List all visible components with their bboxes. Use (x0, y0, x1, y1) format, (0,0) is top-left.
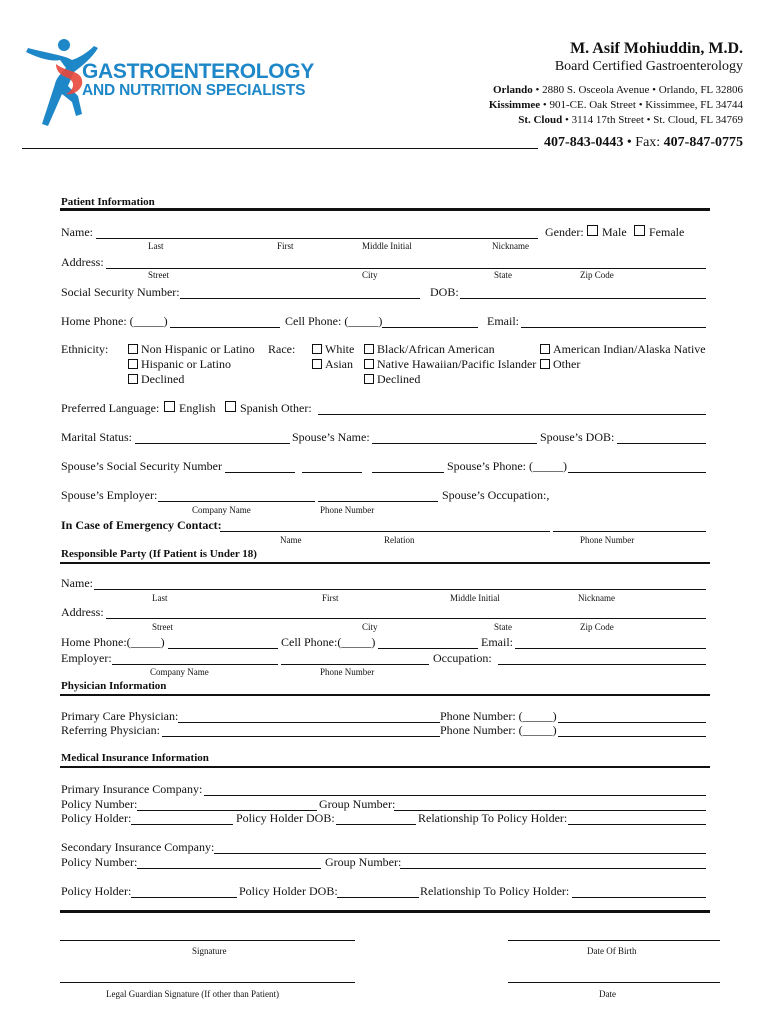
emergency-label: In Case of Emergency Contact: (61, 518, 222, 532)
english-label: English (179, 401, 216, 415)
location-st-cloud: St. Cloud • 3114 17th Street • St. Cloud, FL 34769 (518, 114, 743, 126)
ethnicity-options (128, 342, 255, 387)
section-rule (60, 208, 710, 211)
marital-field[interactable] (135, 429, 290, 444)
spouse-ssn-label: Spouse’s Social Security Number (61, 459, 222, 473)
checkbox[interactable] (364, 359, 374, 369)
rp-email-label: Email: (481, 635, 513, 649)
checkbox[interactable] (128, 359, 138, 369)
spouse-employer-label: Spouse’s Employer: (61, 488, 158, 502)
section-rule (60, 910, 710, 913)
primary-policy-number-field[interactable] (137, 796, 317, 811)
ethnicity-option[interactable]: Declined (128, 372, 255, 387)
dob-field[interactable] (460, 284, 706, 299)
primary-company-label: Primary Insurance Company: (61, 782, 203, 796)
rp-address-sub-city: City (362, 622, 378, 632)
pcp-phone-field[interactable] (558, 708, 706, 723)
home-phone-label: Home Phone: (_____) (61, 314, 168, 328)
checkbox[interactable] (128, 344, 138, 354)
secondary-policy-number-field[interactable] (137, 854, 321, 869)
contact-numbers: 407-843-0443 • Fax: 407-847-0775 (544, 135, 743, 150)
rp-address-sub-zip: Zip Code (580, 622, 614, 632)
emergency-sub-name: Name (280, 535, 302, 545)
name-sub-last: Last (148, 241, 164, 251)
date-field[interactable] (508, 982, 720, 983)
name-label: Name: (61, 225, 93, 239)
race-option[interactable]: Other (540, 357, 706, 372)
rp-occupation-field[interactable] (498, 650, 706, 665)
emergency-sub-relation: Relation (384, 535, 415, 545)
spanish-other-label: Spanish Other: (240, 401, 312, 415)
male-label: Male (602, 225, 627, 239)
primary-holder-label: Policy Holder: (61, 811, 132, 825)
spanish-other-checkbox[interactable] (225, 401, 236, 412)
address-sub-zip: Zip Code (580, 270, 614, 280)
ethnicity-option[interactable]: Non Hispanic or Latino (128, 342, 255, 357)
insurance-section-title: Medical Insurance Information (61, 752, 209, 764)
ssn-label: Social Security Number: (61, 285, 180, 299)
race-option[interactable]: White (312, 342, 354, 357)
pcp-field[interactable] (178, 708, 440, 723)
rp-name-sub-first: First (322, 593, 339, 603)
rp-phone-number-caption: Phone Number (320, 667, 375, 677)
rp-address-field[interactable] (106, 604, 706, 619)
checkbox[interactable] (312, 344, 322, 354)
referring-field[interactable] (162, 722, 440, 737)
guardian-signature-field[interactable] (60, 982, 355, 983)
rp-home-phone-label: Home Phone:(_____) (61, 635, 165, 649)
spouse-ssn-part2[interactable] (302, 458, 362, 473)
secondary-holder-dob-field[interactable] (337, 883, 419, 898)
secondary-relationship-label: Relationship To Policy Holder: (420, 884, 570, 898)
spouse-name-label: Spouse’s Name: (292, 430, 370, 444)
secondary-relationship-field[interactable] (572, 883, 706, 898)
header-rule (22, 148, 538, 149)
spouse-employer-phone-field[interactable] (318, 487, 438, 502)
address-sub-city: City (362, 270, 378, 280)
language-label: Preferred Language: (61, 401, 160, 415)
primary-holder-dob-field[interactable] (336, 810, 416, 825)
rp-address-sub-state: State (494, 622, 512, 632)
secondary-holder-label: Policy Holder: (61, 884, 132, 898)
ethnicity-option[interactable]: Hispanic or Latino (128, 357, 255, 372)
race-option[interactable]: American Indian/Alaska Native (540, 342, 706, 357)
spouse-phone-field[interactable] (568, 458, 706, 473)
dob-label: DOB: (430, 285, 459, 299)
checkbox[interactable] (364, 344, 374, 354)
primary-holder-dob-label: Policy Holder DOB: (236, 811, 335, 825)
spouse-dob-label: Spouse’s DOB: (540, 430, 615, 444)
primary-group-number-field[interactable] (394, 796, 706, 811)
dob-signature-field[interactable] (508, 940, 720, 941)
location-list (489, 83, 743, 128)
doctor-name: M. Asif Mohiuddin, M.D. (570, 40, 743, 57)
referring-label: Referring Physician: (61, 723, 160, 737)
section-rule (60, 766, 710, 768)
section-rule (60, 694, 710, 696)
race-option[interactable]: Black/African American (364, 342, 536, 357)
race-option[interactable]: Asian (312, 357, 354, 372)
emergency-sub-phone: Phone Number (580, 535, 635, 545)
language-other-field[interactable] (318, 400, 706, 415)
signature-field[interactable] (60, 940, 355, 941)
secondary-group-number-field[interactable] (400, 854, 706, 869)
spouse-occupation-label: Spouse’s Occupation:, (442, 488, 550, 502)
primary-company-field[interactable] (204, 781, 706, 796)
race-option[interactable]: Native Hawaiian/Pacific Islander (364, 357, 536, 372)
rp-name-field[interactable] (94, 575, 706, 590)
female-checkbox[interactable] (634, 225, 645, 236)
spouse-dob-field[interactable] (617, 429, 706, 444)
rp-home-phone-field[interactable] (168, 634, 278, 649)
rp-employer-field[interactable] (112, 650, 278, 665)
marital-label: Marital Status: (61, 430, 132, 444)
primary-holder-field[interactable] (131, 810, 233, 825)
signature-caption: Signature (192, 946, 227, 956)
rp-address-label: Address: (61, 605, 104, 619)
ethnicity-label: Ethnicity: (61, 342, 109, 356)
responsible-section-title: Responsible Party (If Patient is Under 18) (61, 548, 257, 560)
pcp-phone-label: Phone Number: (_____) (440, 709, 557, 723)
spouse-name-field[interactable] (372, 429, 537, 444)
location-kissimmee: Kissimmee • 901-CE. Oak Street • Kissimmee, FL 34744 (488, 99, 743, 111)
rp-cell-phone-label: Cell Phone:(_____) (281, 635, 376, 649)
primary-relationship-label: Relationship To Policy Holder: (418, 811, 568, 825)
emergency-name-field[interactable] (220, 517, 550, 532)
gender-label: Gender: (545, 225, 584, 239)
race-options-b (364, 342, 536, 387)
primary-policy-number-label: Policy Number: (61, 797, 138, 811)
female-label: Female (649, 225, 685, 239)
section-rule (60, 562, 710, 564)
english-checkbox[interactable] (164, 401, 175, 412)
cell-phone-label: Cell Phone: (_____) (285, 314, 383, 328)
address-label: Address: (61, 255, 104, 269)
patient-section-title: Patient Information (61, 196, 155, 208)
race-options-a (312, 342, 354, 372)
cell-phone-field[interactable] (382, 313, 478, 328)
email-label: Email: (487, 314, 519, 328)
rp-name-sub-last: Last (152, 593, 168, 603)
patient-name-field[interactable] (96, 224, 538, 239)
rp-employer-phone-field[interactable] (281, 650, 429, 665)
rp-company-name-caption: Company Name (150, 667, 209, 677)
secondary-holder-dob-label: Policy Holder DOB: (239, 884, 338, 898)
practice-subtitle: Board Certified Gastroenterology (554, 59, 743, 74)
spouse-ssn-part3[interactable] (372, 458, 444, 473)
secondary-company-label: Secondary Insurance Company: (61, 840, 215, 854)
spouse-phone-label: Spouse’s Phone: (_____) (447, 459, 567, 473)
logo-line2: AND NUTRITION SPECIALISTS (82, 82, 306, 99)
date-caption: Date (599, 989, 616, 999)
checkbox[interactable] (128, 374, 138, 384)
rp-name-sub-middle: Middle Initial (450, 593, 500, 603)
name-sub-middle: Middle Initial (362, 241, 412, 251)
checkbox[interactable] (312, 359, 322, 369)
race-option[interactable]: Declined (364, 372, 536, 387)
pcp-label: Primary Care Physician: (61, 709, 179, 723)
ssn-field[interactable] (180, 284, 420, 299)
address-sub-state: State (494, 270, 512, 280)
rp-employer-label: Employer: (61, 651, 112, 665)
emergency-phone-field[interactable] (553, 517, 706, 532)
referring-phone-field[interactable] (558, 722, 706, 737)
rp-address-sub-street: Street (152, 622, 173, 632)
logo-line1: GASTROENTEROLOGY (82, 60, 315, 83)
fax-number: 407-847-0775 (663, 135, 743, 150)
secondary-policy-number-label: Policy Number: (61, 855, 138, 869)
rp-cell-phone-field[interactable] (378, 634, 478, 649)
rp-name-sub-nickname: Nickname (578, 593, 615, 603)
secondary-group-number-label: Group Number: (325, 855, 402, 869)
name-sub-nickname: Nickname (492, 241, 529, 251)
name-sub-first: First (277, 241, 294, 251)
company-name-caption: Company Name (192, 505, 251, 515)
dob-caption: Date Of Birth (587, 946, 637, 956)
secondary-holder-field[interactable] (131, 883, 237, 898)
rp-name-label: Name: (61, 576, 93, 590)
spouse-ssn-part1[interactable] (225, 458, 295, 473)
primary-group-number-label: Group Number: (319, 797, 396, 811)
checkbox[interactable] (540, 344, 550, 354)
race-options-c (540, 342, 706, 372)
location-orlando: Orlando • 2880 S. Osceola Avenue • Orlando, FL 32806 (493, 84, 743, 96)
referring-phone-label: Phone Number: (_____) (440, 723, 557, 737)
primary-relationship-field[interactable] (568, 810, 706, 825)
phone-number: 407-843-0443 (544, 135, 624, 150)
male-checkbox[interactable] (587, 225, 598, 236)
guardian-caption: Legal Guardian Signature (If other than Patient) (106, 989, 279, 999)
checkbox[interactable] (540, 359, 550, 369)
phone-number-caption: Phone Number (320, 505, 375, 515)
rp-email-field[interactable] (515, 634, 706, 649)
patient-address-field[interactable] (106, 254, 706, 269)
home-phone-field[interactable] (170, 313, 280, 328)
rp-occupation-label: Occupation: (433, 651, 492, 665)
spouse-employer-field[interactable] (158, 487, 315, 502)
checkbox[interactable] (364, 374, 374, 384)
secondary-company-field[interactable] (214, 839, 706, 854)
physician-section-title: Physician Information (61, 680, 167, 692)
email-field[interactable] (521, 313, 706, 328)
race-label: Race: (268, 342, 296, 356)
address-sub-street: Street (148, 270, 169, 280)
